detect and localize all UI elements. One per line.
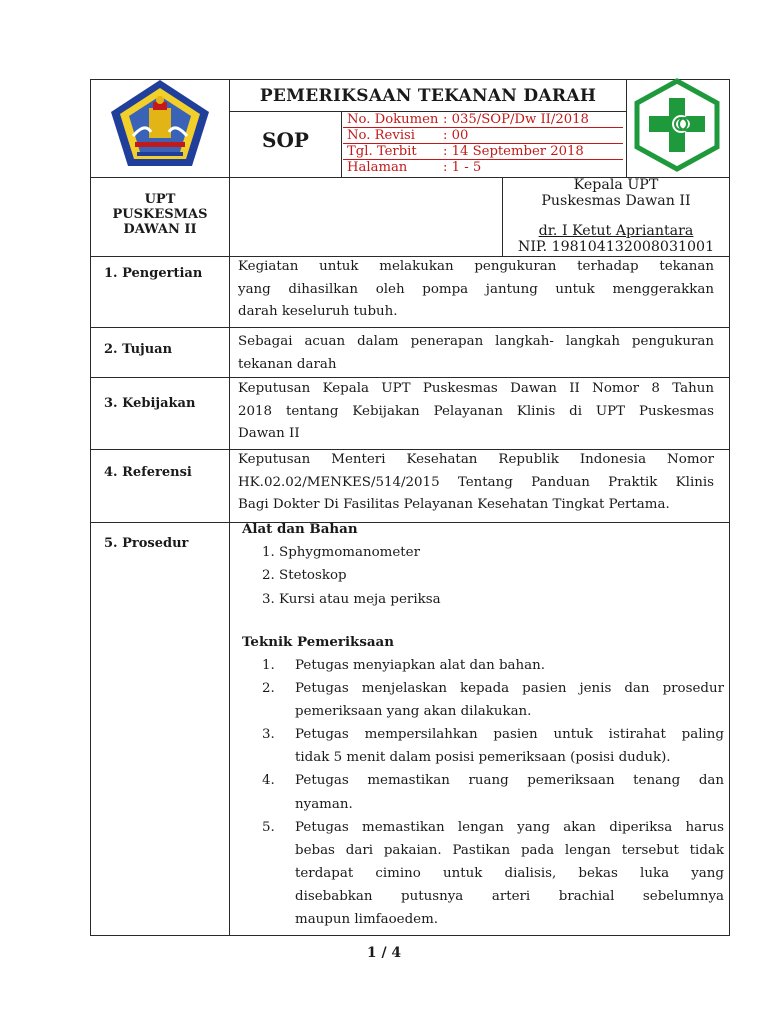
- text-line: Petugas menyiapkan alat dan bahan.: [295, 658, 546, 673]
- sig-title-1: Kepala UPT: [573, 177, 659, 193]
- list-teknik: [262, 654, 724, 931]
- text-line: tidak 5 menit dalam posisi pemeriksaan (posisi duduk).: [295, 750, 671, 766]
- list-item: [262, 677, 724, 723]
- text-line: HK.02.02/MENKES/514/2015 Tentang Panduan Praktik Klinis: [238, 474, 714, 490]
- label-prosedur: 5. Prosedur: [104, 536, 189, 551]
- text-line: bebas dari pakaian. Pastikan pada lengan tersebut tidak: [295, 842, 724, 858]
- text-line: 2018 tentang Kebijakan Pelayanan Klinis di UPT Puskesmas: [238, 403, 714, 419]
- list-item: [262, 654, 724, 677]
- text-line: Petugas memastikan ruang pemeriksaan tenang dan: [295, 773, 724, 789]
- item-number: 1.: [262, 658, 275, 673]
- org-name: [91, 192, 229, 237]
- meta-value: : 00: [443, 128, 469, 143]
- list-item: 2. Stetoskop: [262, 568, 347, 584]
- sig-nip: NIP. 198104132008031001: [517, 239, 715, 255]
- meta-label: Tgl. Terbit: [347, 144, 417, 159]
- text-tujuan: [238, 331, 714, 376]
- text-line: disebabkan putusnya arteri brachial sebelumnya: [295, 888, 724, 904]
- org-line-1: UPT: [144, 192, 176, 207]
- item-number: 5.: [262, 819, 275, 835]
- page-number: 1 / 4: [366, 945, 402, 961]
- text-line: Petugas mempersilahkan pasien untuk istirahat paling: [295, 727, 724, 743]
- text-line: tekanan darah: [238, 356, 337, 372]
- meta-value: : 14 September 2018: [443, 144, 584, 159]
- label-tujuan: 2. Tujuan: [104, 342, 173, 357]
- text-line: Sebagai acuan dalam penerapan langkah- langkah pengukuran: [238, 334, 714, 349]
- text-line: nyaman.: [295, 796, 353, 812]
- text-pengertian: [238, 256, 714, 324]
- list-item: [262, 816, 724, 931]
- meta-label: No. Dokumen: [347, 112, 439, 127]
- text-line: yang dihasilkan oleh pompa jantung untuk menggerakkan: [238, 281, 714, 297]
- list-item: [262, 723, 724, 769]
- text-line: terdapat cimino untuk dialisis, bekas luka yang: [295, 865, 724, 881]
- meta-label: Halaman: [347, 160, 408, 175]
- text-referensi: [238, 449, 714, 517]
- text-line: Petugas memastikan lengan yang akan diperiksa harus: [295, 819, 724, 835]
- meta-halaman: [347, 160, 622, 175]
- list-alat: [262, 541, 702, 611]
- sop-label: SOP: [262, 128, 309, 152]
- meta-tgl-terbit: [347, 144, 622, 159]
- label-referensi: 4. Referensi: [104, 465, 192, 480]
- signature-block: [503, 177, 729, 255]
- meta-no-dokumen: [347, 112, 622, 127]
- item-number: 3.: [262, 727, 275, 743]
- list-item: 1. Sphygmomanometer: [262, 545, 420, 560]
- text-line: darah keseluruh tubuh.: [238, 304, 398, 320]
- list-item: [262, 769, 724, 815]
- text-line: maupun limfaoedem.: [295, 912, 439, 928]
- meta-value: : 1 - 5: [443, 160, 482, 175]
- item-number: 2.: [262, 681, 275, 697]
- text-line: Bagi Dokter Di Fasilitas Pelayanan Kesehatan Tingkat Pertama.: [238, 497, 670, 513]
- text-line: Keputusan Kepala UPT Puskesmas Dawan II Nomor 8 Tahun: [238, 381, 714, 396]
- sig-title-2: Puskesmas Dawan II: [541, 193, 691, 209]
- heading-teknik: Teknik Pemeriksaan: [242, 634, 394, 650]
- label-pengertian: 1. Pengertian: [104, 266, 203, 281]
- item-number: 4.: [262, 773, 275, 789]
- org-line-2: PUSKESMAS: [112, 207, 208, 222]
- text-line: Kegiatan untuk melakukan pengukuran terhadap tekanan: [238, 259, 714, 274]
- meta-label: No. Revisi: [347, 128, 416, 143]
- text-line: pemeriksaan yang akan dilakukan.: [295, 704, 532, 720]
- regency-emblem: [105, 74, 215, 170]
- text-line: Keputusan Menteri Kesehatan Republik Indonesia Nomor: [238, 452, 714, 467]
- text-line: Petugas menjelaskan kepada pasien jenis dan prosedur: [295, 681, 724, 697]
- text-line: Dawan II: [238, 426, 300, 442]
- org-line-3: DAWAN II: [123, 222, 197, 237]
- meta-no-revisi: [347, 128, 622, 143]
- meta-value: : 035/SOP/Dw II/2018: [443, 112, 589, 127]
- heading-alat: Alat dan Bahan: [242, 521, 358, 537]
- sig-name: dr. I Ketut Apriantara: [538, 223, 694, 239]
- document-title: PEMERIKSAAN TEKANAN DARAH: [259, 86, 597, 106]
- label-kebijakan: 3. Kebijakan: [104, 396, 196, 411]
- list-item: 3. Kursi atau meja periksa: [262, 591, 441, 607]
- puskesmas-logo: [634, 78, 720, 172]
- text-kebijakan: [238, 378, 714, 446]
